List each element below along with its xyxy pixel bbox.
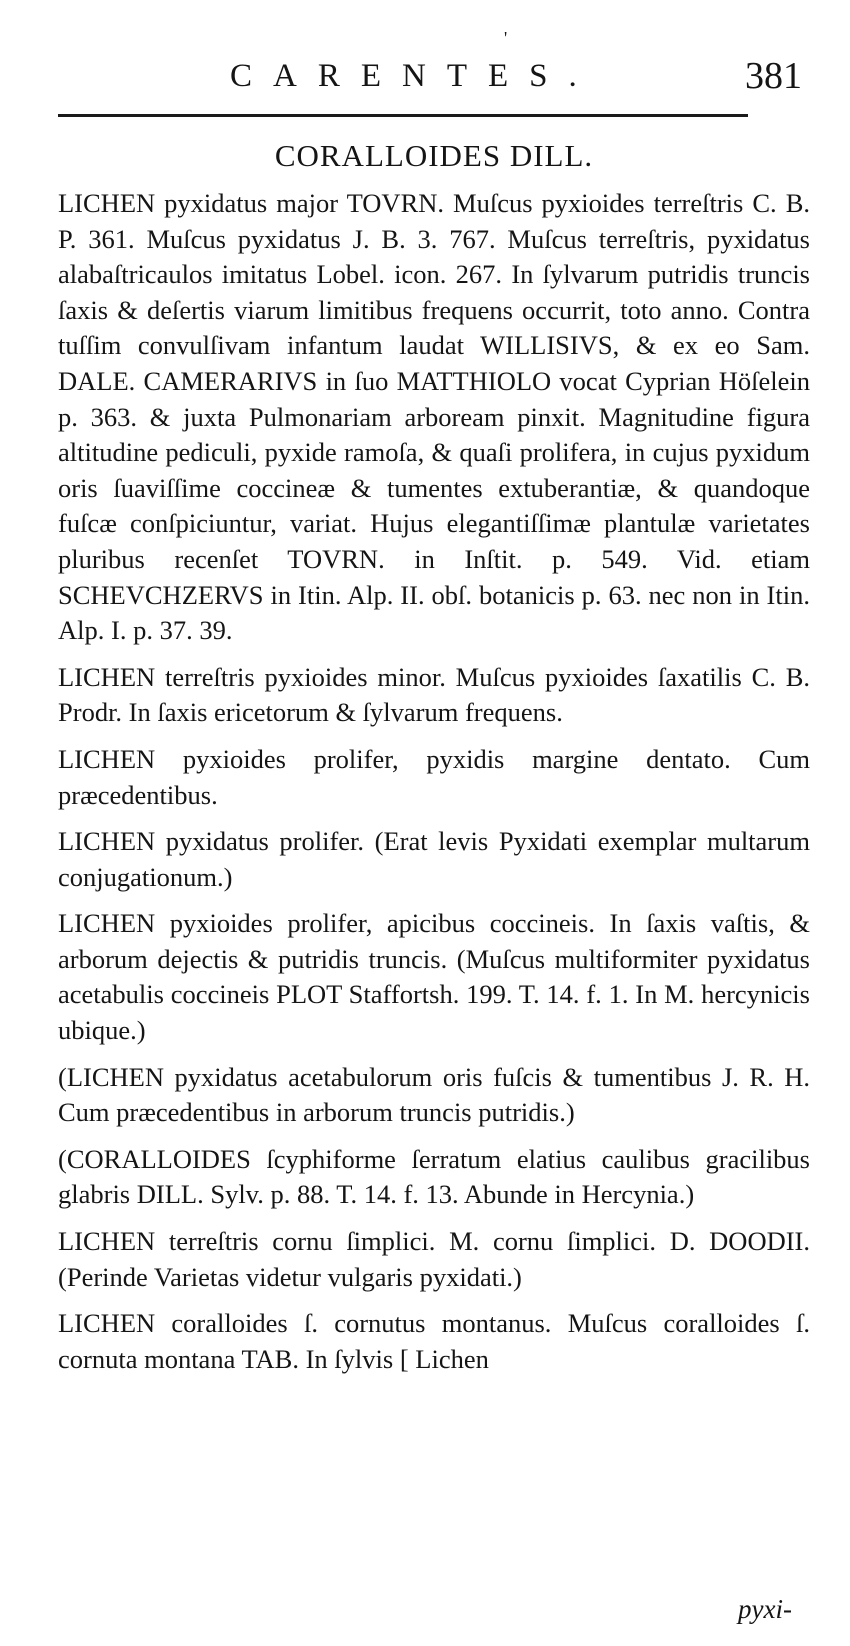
catchword: pyxi- [738,1594,792,1624]
section-title: CORALLOIDES DILL. [274,138,594,173]
entry-lichen-pyxidatus-prolifer: LICHEN pyxidatus prolifer. (Erat levis Pyxidati exemplar multarum conjugationum.) [58,826,810,892]
entry-lichen-acetabulorum: (LICHEN pyxidatus acetabulorum oris fuſcis & tumentibus J. R. H. Cum præcedentibus in arborum truncis putridis.) [58,1061,810,1128]
entry-lichen-prolifer-coccineis: LICHEN pyxioides prolifer, apicibus coccineis. In ſaxis vaſtis, & arborum dejectis & putridis truncis. (Muſcus multiformiter pyxidatus acetabulis coccineis PLOT Staffortsh. 199. T. 14. f. 1. In M. hercynicis ubique.) [58,908,810,1046]
entry-lichen-terrestris-minor: LICHEN terreſtris pyxioides minor. Muſcus pyxioides ſaxatilis C. B. Prodr. In ſaxis ericetorum & ſylvarum frequens. [58,661,810,728]
entry-coralloides-scyphiforme: (CORALLOIDES ſcyphiforme ſerratum elatius caulibus gracilibus glabris DILL. Sylv. p. 88. T. 14. f. 13. Abunde in Hercynia.) [58,1143,810,1210]
entry-lichen-cornu-simplici: LICHEN terreſtris cornu ſimplici. M. cornu ſimplici. D. DOODII. (Perinde Varietas videtur vulgaris pyxidati.) [58,1226,810,1292]
entry-lichen-pyxidatus-major: LICHEN pyxidatus major TOVRN. Muſcus pyxioides terreſtris C. B. P. 361. Muſcus pyxidatus J. B. 3. 767. Muſcus terreſtris, pyxidatus alabaſtricaulos imitatus Lobel. icon. 267. In ſylvarum putridis truncis ſaxis & deſertis viarum limitibus frequens occurrit, toto anno. Contra tuſſim convulſivam infantum laudat WILLISIVS, & ex eo Sam. DALE. CAMERARIVS in ſuo MATTHIOLO vocat Cyprian Höſelein p. 363. & juxta Pulmonariam arboream pinxit. Magnitudine figura altitudine pediculi, pyxide ramoſa, & quaſi prolifera, in cujus pyxidum oris ſuaviſſime coccineæ & tumentes extuberantiæ, & quandoque fuſcæ conſpiciuntur, variat. Hujus elegantiſſimæ plantulæ varietates pluribus recenſet TOVRN. in Inſtit. p. 549. Vid. etiam SCHEVCHZERVS in Itin. Alp. II. obſ. botanicis p. 63. nec non in Itin. Alp. I. p. 37. 39. [58,188,810,646]
page-number: 381 [745,55,802,97]
printer-mark: ' [504,28,508,48]
entry-lichen-prolifer-dentato: LICHEN pyxioides prolifer, pyxidis margine dentato. Cum præcedentibus. [58,743,810,810]
page-body [58,186,810,1377]
running-head: CARENTES. [230,58,598,94]
header-rule [58,114,748,117]
entry-lichen-coralloides: LICHEN coralloides ſ. cornutus montanus. Muſcus coralloides ſ. cornuta montana TAB. In ſylvis [ Lichen [58,1308,810,1374]
